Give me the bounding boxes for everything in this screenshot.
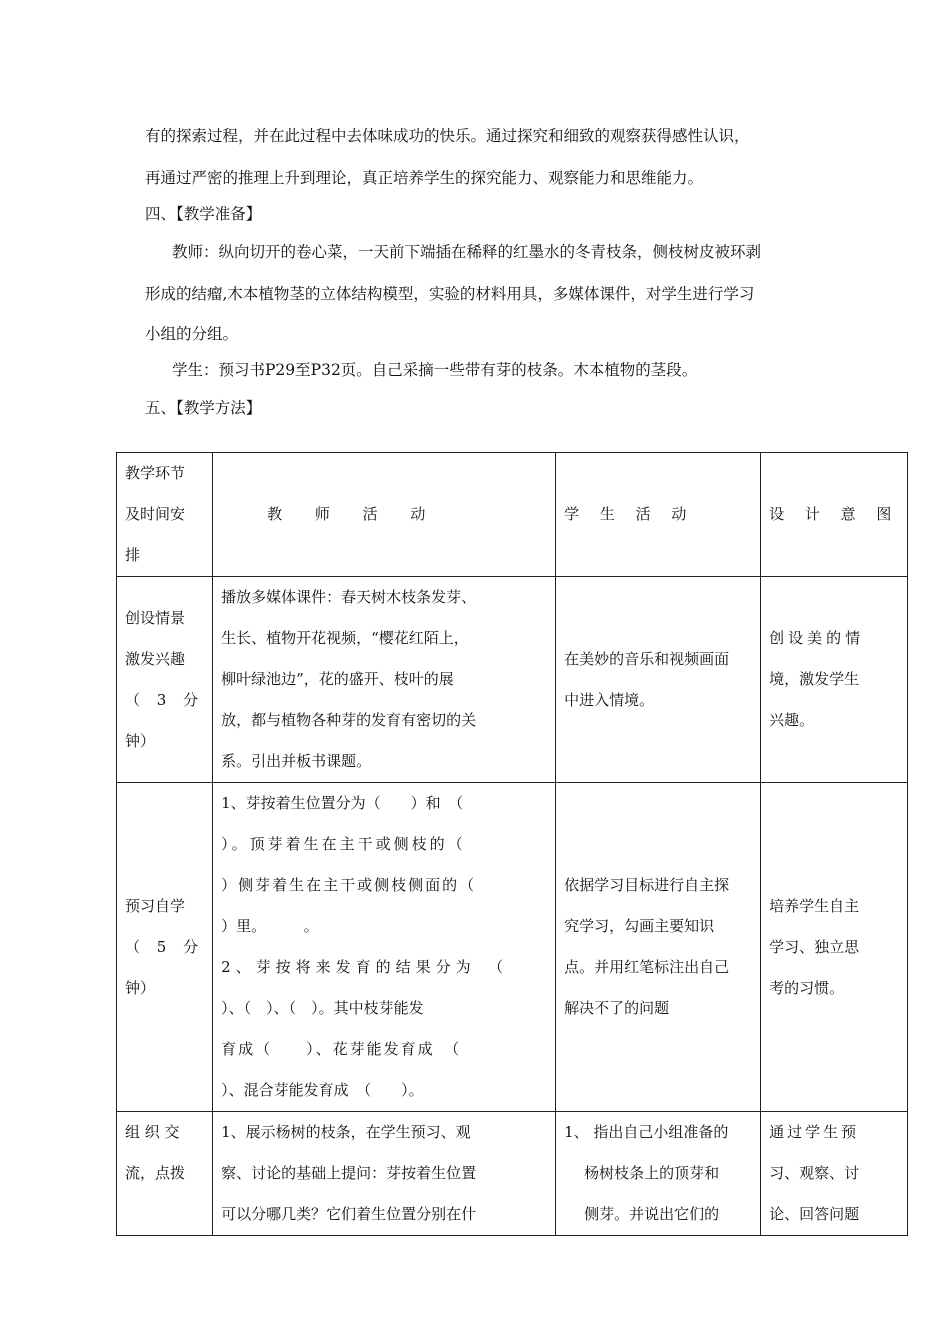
cell-line: ）侧芽着生在主干或侧枝侧面的（ — [221, 876, 477, 894]
cell-line: 预习自学 — [125, 896, 186, 915]
cell-line: 论、回答问题 — [769, 1205, 860, 1223]
cell-line: 兴趣。 — [769, 711, 815, 729]
cell-line: 流，点拨 — [125, 1164, 186, 1182]
purpose-cell — [761, 577, 908, 783]
cell-line: 钟） — [125, 731, 156, 750]
paragraph-line: 教师：纵向切开的卷心菜，一天前下端插在稀释的红墨水的冬青枝条，侧枝树皮被环剥 — [172, 243, 762, 261]
cell-line: 培养学生自主 — [769, 896, 860, 915]
cell-line: 杨树枝条上的顶芽和 — [584, 1164, 720, 1182]
paragraph-line: 形成的结瘤,木本植物茎的立体结构模型，实验的材料用具，多媒体课件，对学生进行学习 — [145, 285, 755, 303]
cell-line: 可以分哪几类？它们着生位置分别在什 — [221, 1205, 477, 1223]
cell-line: 及时间安 — [125, 505, 186, 523]
header-teacher-cell — [213, 453, 556, 577]
cell-line: 通过学生预 — [769, 1123, 860, 1141]
cell-line: 1、展示杨树的枝条，在学生预习、观 — [221, 1123, 471, 1141]
cell-line: ）、（ ）、（ ）。其中枝芽能发 — [221, 999, 424, 1017]
student-activity-cell — [556, 783, 761, 1112]
section-heading-4: 四、【教学准备】 — [145, 205, 262, 223]
cell-line: 1、 指出自己小组准备的 — [564, 1123, 729, 1141]
cell-line: 点。并用红笔标注出自己 — [564, 958, 730, 976]
cell-line: 习、观察、讨 — [769, 1164, 860, 1182]
cell-line: 钟） — [125, 978, 156, 997]
cell-line: 中进入情境。 — [564, 690, 655, 709]
cell-line: 组 织 交 — [125, 1123, 180, 1141]
cell-line: 2、芽按将来发育的结果分为 （ — [221, 958, 509, 976]
cell-line: ）里。 。 — [221, 917, 319, 935]
table-row — [117, 783, 908, 1112]
table-row — [117, 577, 908, 783]
teacher-activity-cell — [213, 1112, 556, 1236]
cell-line: （ 5 分 — [125, 937, 205, 956]
teacher-activity-cell — [213, 577, 556, 783]
cell-line: 柳叶绿池边”，花的盛开、枝叶的展 — [221, 670, 454, 688]
cell-line: 播放多媒体课件：春天树木枝条发芽、 — [221, 588, 477, 606]
paragraph-line: 再通过严密的推理上升到理论，真正培养学生的探究能力、观察能力和思维能力。 — [145, 169, 704, 187]
cell-line: 依据学习目标进行自主探 — [564, 876, 730, 894]
teacher-activity-cell — [213, 783, 556, 1112]
cell-line: 考的习惯。 — [769, 978, 845, 997]
cell-line: 系。引出并板书课题。 — [221, 752, 372, 770]
table-row — [117, 1112, 908, 1236]
cell-line: 在美妙的音乐和视频画面 — [564, 649, 730, 668]
section-heading-5: 五、【教学方法】 — [145, 399, 262, 417]
student-activity-cell — [556, 1112, 761, 1236]
purpose-cell — [761, 783, 908, 1112]
header-student-cell — [556, 453, 761, 577]
cell-line: 学习、独立思 — [769, 937, 860, 956]
cell-line: 学 生 活 动 — [564, 505, 695, 523]
cell-line: 侧芽。并说出它们的 — [584, 1205, 720, 1223]
stage-cell — [117, 577, 213, 783]
cell-line: 激发兴趣 — [125, 649, 186, 668]
stage-cell — [117, 783, 213, 1112]
cell-line: 生长、植物开花视频，“樱花红陌上， — [221, 629, 469, 647]
cell-line: 察、讨论的基础上提问：芽按着生位置 — [221, 1164, 477, 1182]
cell-line: 设 计 意 图 — [769, 505, 900, 523]
paragraph-line: 小组的分组。 — [145, 325, 239, 343]
student-activity-cell — [556, 577, 761, 783]
lesson-plan-table — [116, 452, 908, 1236]
cell-line: 创设美的情 — [769, 629, 865, 647]
cell-line: 创设情景 — [125, 608, 186, 627]
cell-line: ）、混合芽能发育成 （ ）。 — [221, 1081, 424, 1099]
cell-line: 教 师 活 动 — [267, 505, 440, 523]
header-purpose-cell — [761, 453, 908, 577]
cell-line: 1、芽按着生位置分为（ ）和 （ — [221, 794, 464, 812]
cell-line: 排 — [125, 546, 141, 564]
header-stage-cell — [117, 453, 213, 577]
table-header-row — [117, 453, 908, 577]
cell-line: 解决不了的问题 — [564, 999, 670, 1017]
cell-line: 放，都与植物各种芽的发育有密切的关 — [221, 711, 477, 729]
purpose-cell — [761, 1112, 908, 1236]
cell-line: 育成（ ）、花芽能发育成 （ — [221, 1040, 462, 1058]
paragraph-line: 有的探索过程，并在此过程中去体味成功的快乐。通过探究和细致的观察获得感性认识， — [145, 127, 750, 145]
cell-line: 究学习，勾画主要知识 — [564, 917, 715, 935]
cell-line: （ 3 分 — [125, 690, 205, 709]
paragraph-line: 学生：预习书P29至P32页。自己采摘一些带有芽的枝条。木本植物的茎段。 — [172, 361, 698, 379]
stage-cell — [117, 1112, 213, 1236]
cell-line: 教学环节 — [125, 464, 186, 482]
cell-line: ）。顶芽着生在主干或侧枝的（ — [221, 835, 466, 853]
cell-line: 境，激发学生 — [769, 670, 860, 688]
